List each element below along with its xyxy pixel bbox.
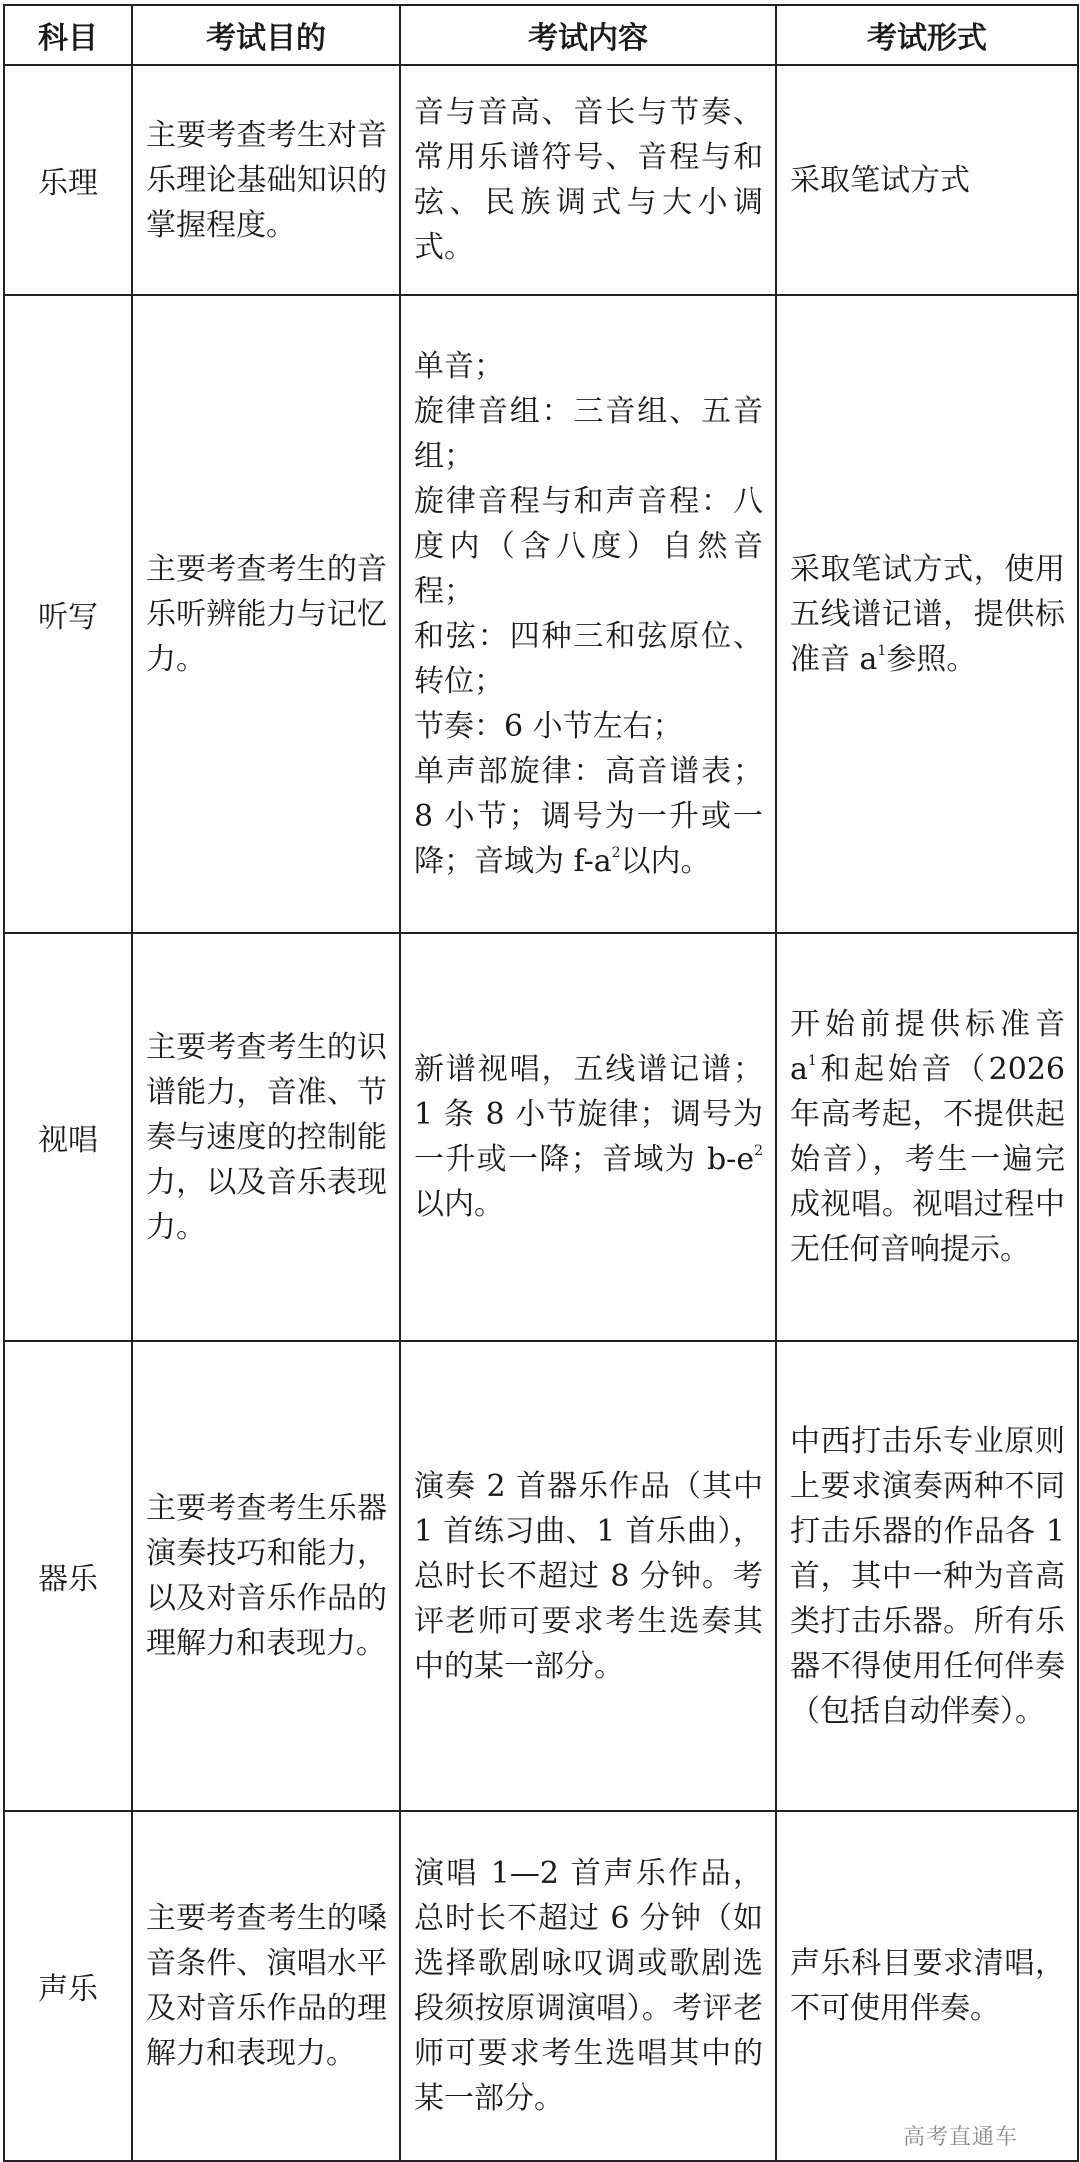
form-cell: 中西打击乐专业原则上要求演奏两种不同打击乐器的作品各 1 首，其中一种为音高类打击乐器。所有乐器不得使用任何伴奏（包括自动伴奏）。 bbox=[776, 1341, 1078, 1811]
content-cell: 音与音高、音长与节奏、常用乐谱符号、音程与和弦、民族调式与大小调式。 bbox=[400, 65, 776, 295]
table-row bbox=[4, 295, 1078, 933]
content-cell: 演奏 2 首器乐作品（其中 1 首练习曲、1 首乐曲），总时长不超过 8 分钟。考评老师可要求考生选奏其中的某一部分。 bbox=[400, 1341, 776, 1811]
table-row bbox=[4, 933, 1078, 1341]
exam-table bbox=[3, 4, 1079, 2162]
content-text: 单声部旋律：高音谱表；8 小节；调号为一升或一降；音域为 f-a bbox=[414, 754, 763, 879]
form-cell: 采取笔试方式 bbox=[776, 65, 1078, 295]
content-line: 单音； bbox=[414, 349, 504, 384]
form-cell: 声乐科目要求清唱，不可使用伴奏。 bbox=[776, 1811, 1078, 2161]
content-cell: 演唱 1—2 首声乐作品，总时长不超过 6 分钟（如选择歌剧咏叹调或歌剧选段须按原调演唱）。考评老师可要求考生选唱其中的某一部分。 bbox=[400, 1811, 776, 2161]
form-text: 参照。 bbox=[886, 641, 977, 677]
purpose-cell: 主要考查考生的音乐听辨能力与记忆力。 bbox=[132, 295, 400, 933]
superscript: 1 bbox=[877, 642, 887, 659]
content-text: 以内。 bbox=[414, 1187, 504, 1222]
header-purpose: 考试目的 bbox=[132, 5, 400, 65]
purpose-cell: 主要考查考生乐器演奏技巧和能力，以及对音乐作品的理解力和表现力。 bbox=[132, 1341, 400, 1811]
content-cell bbox=[400, 933, 776, 1341]
form-cell bbox=[776, 933, 1078, 1341]
subject-cell: 乐理 bbox=[4, 65, 132, 295]
content-line bbox=[414, 749, 763, 884]
form-text: 开始前提供标准音 a bbox=[790, 1007, 1065, 1087]
superscript: 1 bbox=[807, 1053, 817, 1069]
content-text: 新谱视唱，五线谱记谱；1 条 8 小节旋律；调号为一升或一降；音域为 b-e bbox=[414, 1052, 763, 1177]
form-cell bbox=[776, 295, 1078, 933]
content-line: 旋律音程与和声音程：八度内（含八度）自然音程； bbox=[414, 484, 763, 609]
superscript: 2 bbox=[611, 845, 621, 861]
table-row bbox=[4, 65, 1078, 295]
subject-cell: 视唱 bbox=[4, 933, 132, 1341]
subject-cell: 器乐 bbox=[4, 1341, 132, 1811]
content-cell bbox=[400, 295, 776, 933]
table-row bbox=[4, 1341, 1078, 1811]
header-row bbox=[4, 5, 1078, 65]
content-line: 节奏：6 小节左右； bbox=[414, 709, 683, 744]
header-content: 考试内容 bbox=[400, 5, 776, 65]
purpose-cell: 主要考查考生对音乐理论基础知识的掌握程度。 bbox=[132, 65, 400, 295]
superscript: 2 bbox=[754, 1143, 763, 1159]
table-row bbox=[4, 1811, 1078, 2161]
form-text: 和起始音（2026 年高考起，不提供起始音），考生一遍完成视唱。视唱过程中无任何音响提示。 bbox=[790, 1052, 1065, 1267]
content-text: 以内。 bbox=[620, 844, 711, 879]
header-form: 考试形式 bbox=[776, 5, 1078, 65]
subject-cell: 听写 bbox=[4, 295, 132, 933]
watermark: 高考直通车 bbox=[902, 2125, 1018, 2150]
content-line: 和弦：四种三和弦原位、转位； bbox=[414, 619, 763, 699]
subject-cell: 声乐 bbox=[4, 1811, 132, 2161]
purpose-cell: 主要考查考生的识谱能力，音准、节奏与速度的控制能力，以及音乐表现力。 bbox=[132, 933, 400, 1341]
content-line: 旋律音组：三音组、五音组； bbox=[414, 394, 763, 474]
form-text: 采取笔试方式，使用五线谱记谱，提供标准音 a bbox=[790, 551, 1065, 677]
purpose-cell: 主要考查考生的嗓音条件、演唱水平及对音乐作品的理解力和表现力。 bbox=[132, 1811, 400, 2161]
header-subject: 科目 bbox=[4, 5, 132, 65]
